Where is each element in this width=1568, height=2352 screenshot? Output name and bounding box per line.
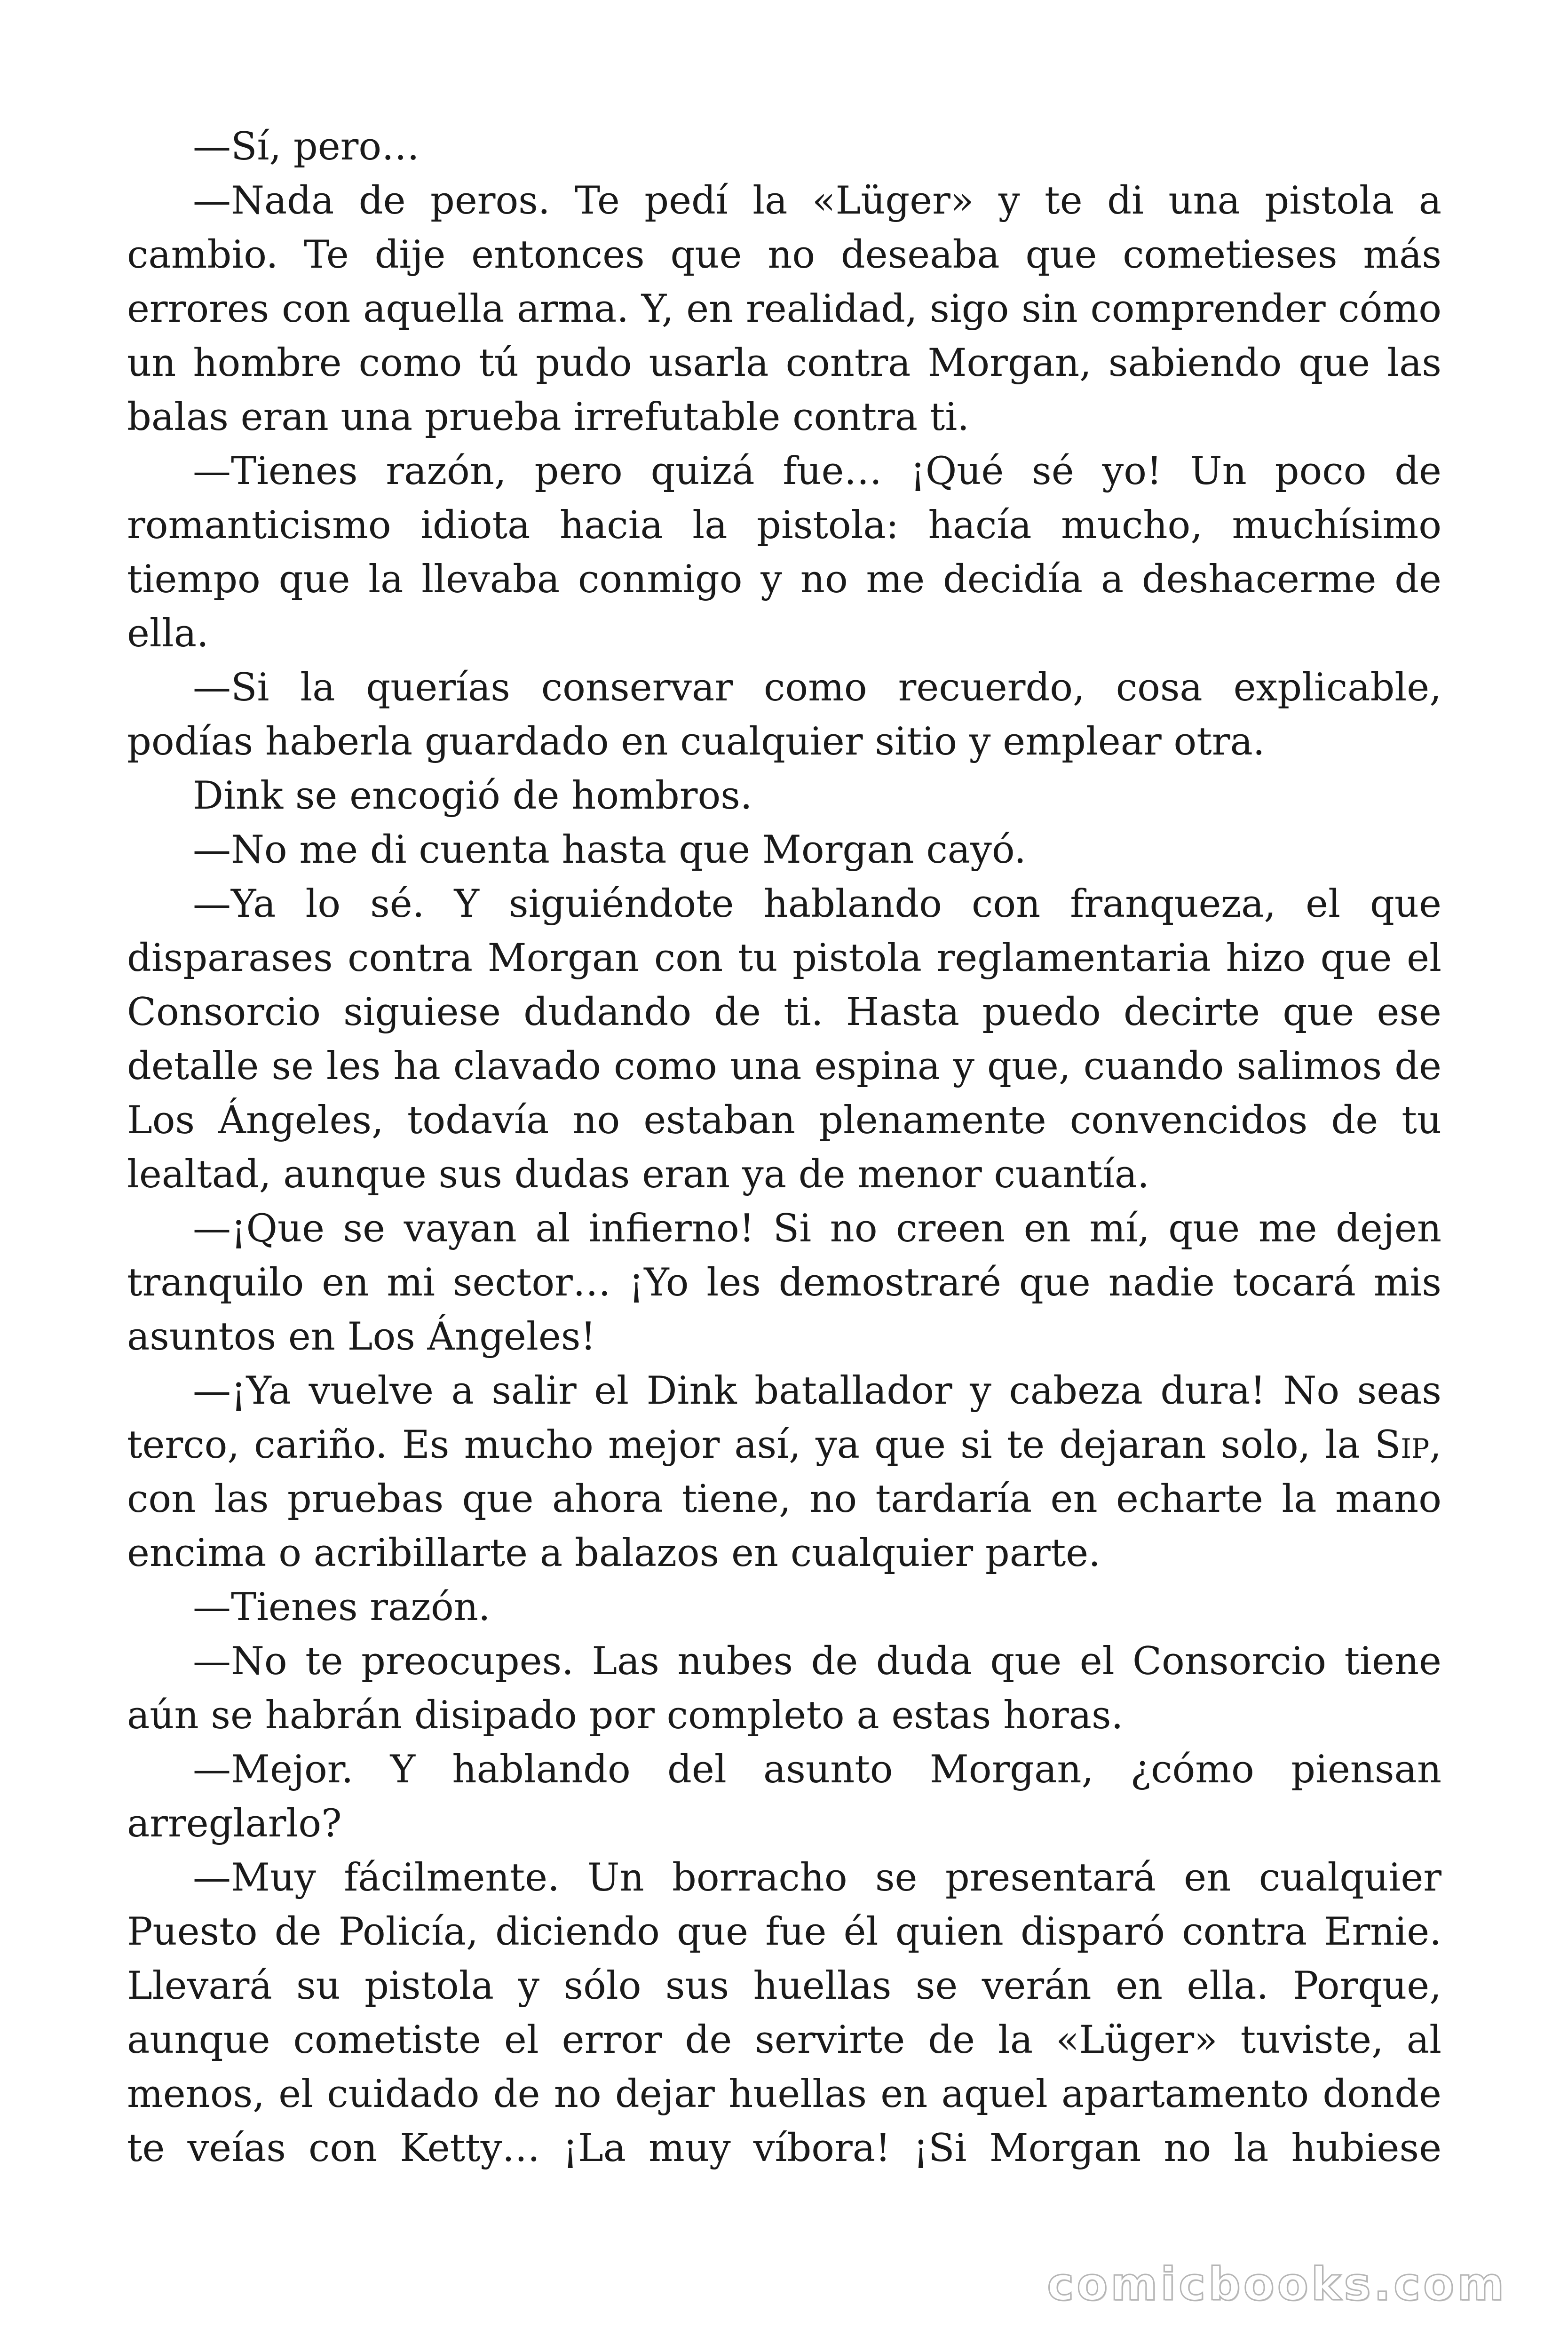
- paragraph-sip: [127, 1364, 1441, 1581]
- paragraph-last: —Muy fácilmente. Un borracho se presentará en cualquier Puesto de Policía, diciendo que fue él quien disparó contra Ernie. Llevará su pistola y sólo sus huellas se verán en ella. Porque, aunque cometiste el error de servirte de la «Lüger» tuviste, al menos, el cuidado de no dejar huellas en aquel apartamento donde te veías con Ketty… ¡La muy víbora! ¡Si Morgan no la hubiese: [127, 1856, 1441, 2170]
- paragraph: —Nada de peros. Te pedí la «Lüger» y te di una pistola a cambio. Te dije entonces que no deseaba que cometieses más errores con aquella arma. Y, en realidad, sigo sin comprender cómo un hombre como tú pudo usarla contra Morgan, sabiendo que las balas eran una prueba irrefutable contra ti.: [127, 179, 1441, 439]
- paragraph: —No te preocupes. Las nubes de duda que el Consorcio tiene aún se habrán disipado por completo a estas horas.: [127, 1639, 1441, 1738]
- paragraph: —Si la querías conservar como recuerdo, cosa explicable, podías haberla guardado en cualquier sitio y emplear otra.: [127, 666, 1441, 764]
- paragraph: —Tienes razón, pero quizá fue… ¡Qué sé yo! Un poco de romanticismo idiota hacia la pistola: hacía mucho, muchísimo tiempo que la llevaba conmigo y no me decidía a deshacerme de ella.: [127, 449, 1441, 656]
- paragraph: —¡Que se vayan al infierno! Si no creen en mí, que me dejen tranquilo en mi sector… ¡Yo les demostraré que nadie tocará mis asuntos en Los Ángeles!: [127, 1207, 1441, 1359]
- paragraph: —Ya lo sé. Y siguiéndote hablando con franqueza, el que disparases contra Morgan con tu pistola reglamentaria hizo que el Consorcio siguiese dudando de ti. Hasta puedo decirte que ese detalle se les ha clavado como una espina y que, cuando salimos de Los Ángeles, todavía no estaban plenamente convencidos de tu lealtad, aunque sus dudas eran ya de menor cuantía.: [127, 882, 1441, 1197]
- paragraph: Dink se encogió de hombros.: [193, 774, 752, 818]
- paragraph: —Sí, pero…: [193, 125, 420, 169]
- paragraph: —No me di cuenta hasta que Morgan cayó.: [193, 828, 1026, 872]
- page-text: [127, 120, 1441, 2176]
- acronym-sip: Sip: [1374, 1423, 1430, 1467]
- paragraph-sip-before: —¡Ya vuelve a salir el Dink batallador y cabeza dura! No seas terco, cariño. Es mucho mejor así, ya que si te dejaran solo, la: [127, 1369, 1441, 1467]
- paragraph: —Mejor. Y hablando del asunto Morgan, ¿cómo piensan arreglarlo?: [127, 1748, 1441, 1846]
- paragraph: —Tienes razón.: [193, 1585, 491, 1629]
- site-watermark: comicbooks.com: [1047, 2258, 1507, 2311]
- paragraph-sip-after: , con las pruebas que ahora tiene, no tardaría en echarte la mano encima o acribillarte a balazos en cualquier parte.: [127, 1423, 1441, 1575]
